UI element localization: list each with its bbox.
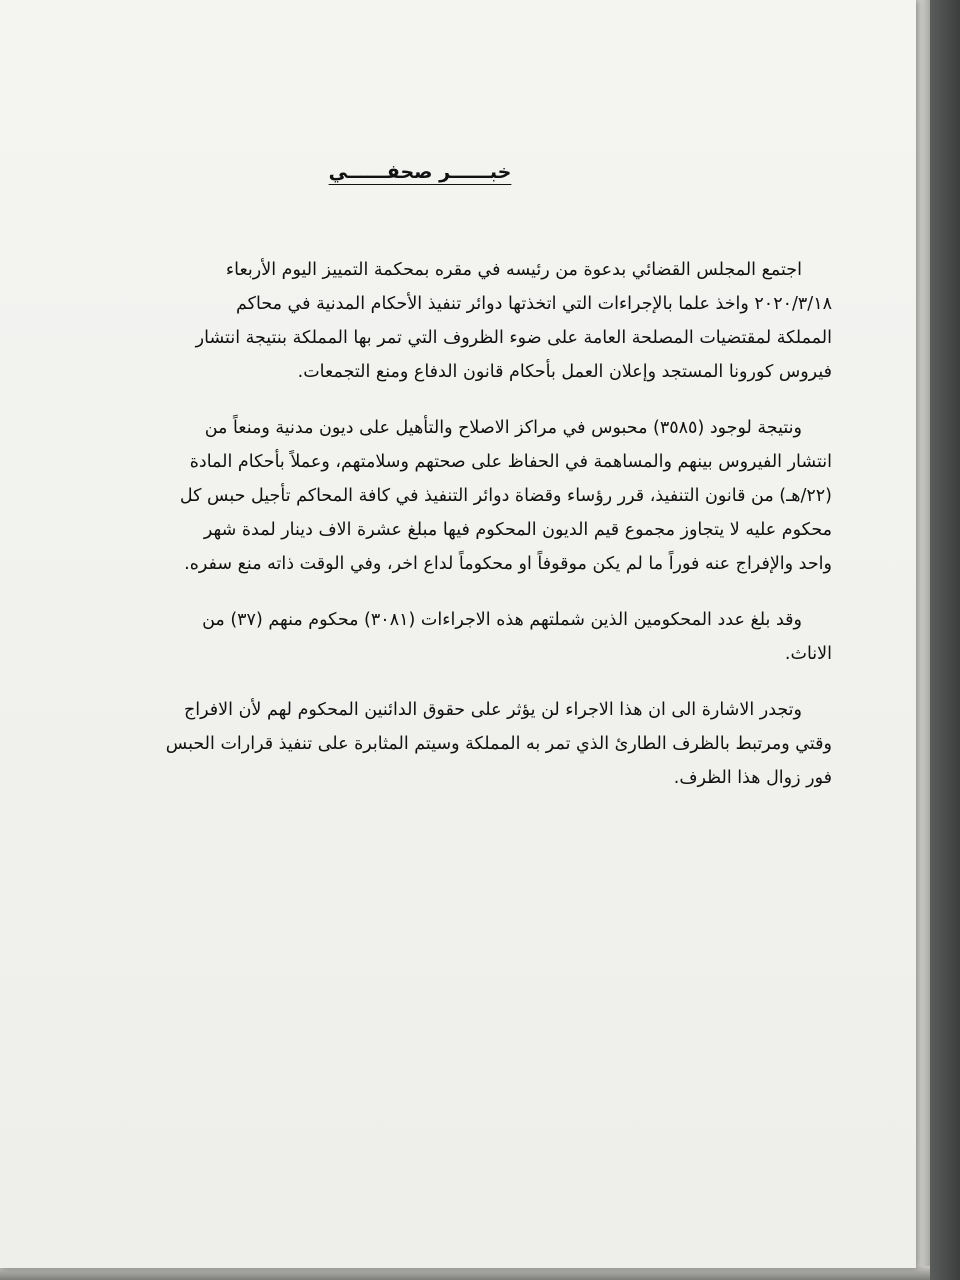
press-release-body [100,155,832,817]
paragraph-decision: ونتيجة لوجود (٣٥٨٥) محبوس في مراكز الاصلاح والتأهيل على ديون مدنية ومنعاً من انتشار الفيروس بينهم والمساهمة في الحفاظ على صحتهم وسلامتهم، وعملاً بأحكام المادة (٢٢/هـ) من قانون التنفيذ، قرر رؤساء وقضاة دوائر التنفيذ في كافة المحاكم تأجيل حبس كل محكوم عليه لا يتجاوز مجموع قيم الديون المحكوم فيها مبلغ عشرة الاف دينار لمدة شهر واحد والإفراج عنه فوراً ما لم يكن موقوفاً او محكوماً لداع اخر، وفي الوقت ذاته منع سفره. [179,418,832,574]
desk-surface [930,0,960,1280]
paragraph-meeting: اجتمع المجلس القضائي بدعوة من رئيسه في مقره بمحكمة التمييز اليوم الأربعاء ٢٠٢٠/٣/١٨ واخذ علما بالإجراءات التي اتخذتها دوائر تنفيذ الأحكام المدنية في محاكم المملكة لمقتضيات المصلحة العامة على ضوء الظروف التي تمر بها المملكة بنتيجة انتشار فيروس كورونا المستجد وإعلان العمل بأحكام قانون الدفاع ومنع التجمعات. [195,260,832,382]
paragraph-count: وقد بلغ عدد المحكومين الذين شملتهم هذه الاجراءات (٣٠٨١) محكوم منهم (٣٧) من الاناث. [202,610,832,664]
paragraph-note: وتجدر الاشارة الى ان هذا الاجراء لن يؤثر على حقوق الدائنين المحكوم لهم لأن الافراج وقتي ومرتبط بالظرف الطارئ الذي تمر به المملكة وسيتم المثابرة على تنفيذ قرارات الحبس فور زوال هذا الظرف. [165,700,832,788]
paper-bottom-edge [0,1266,930,1280]
paper-stack-edge [914,0,930,1280]
document-title: خبــــــر صحفــــــي [328,161,512,183]
